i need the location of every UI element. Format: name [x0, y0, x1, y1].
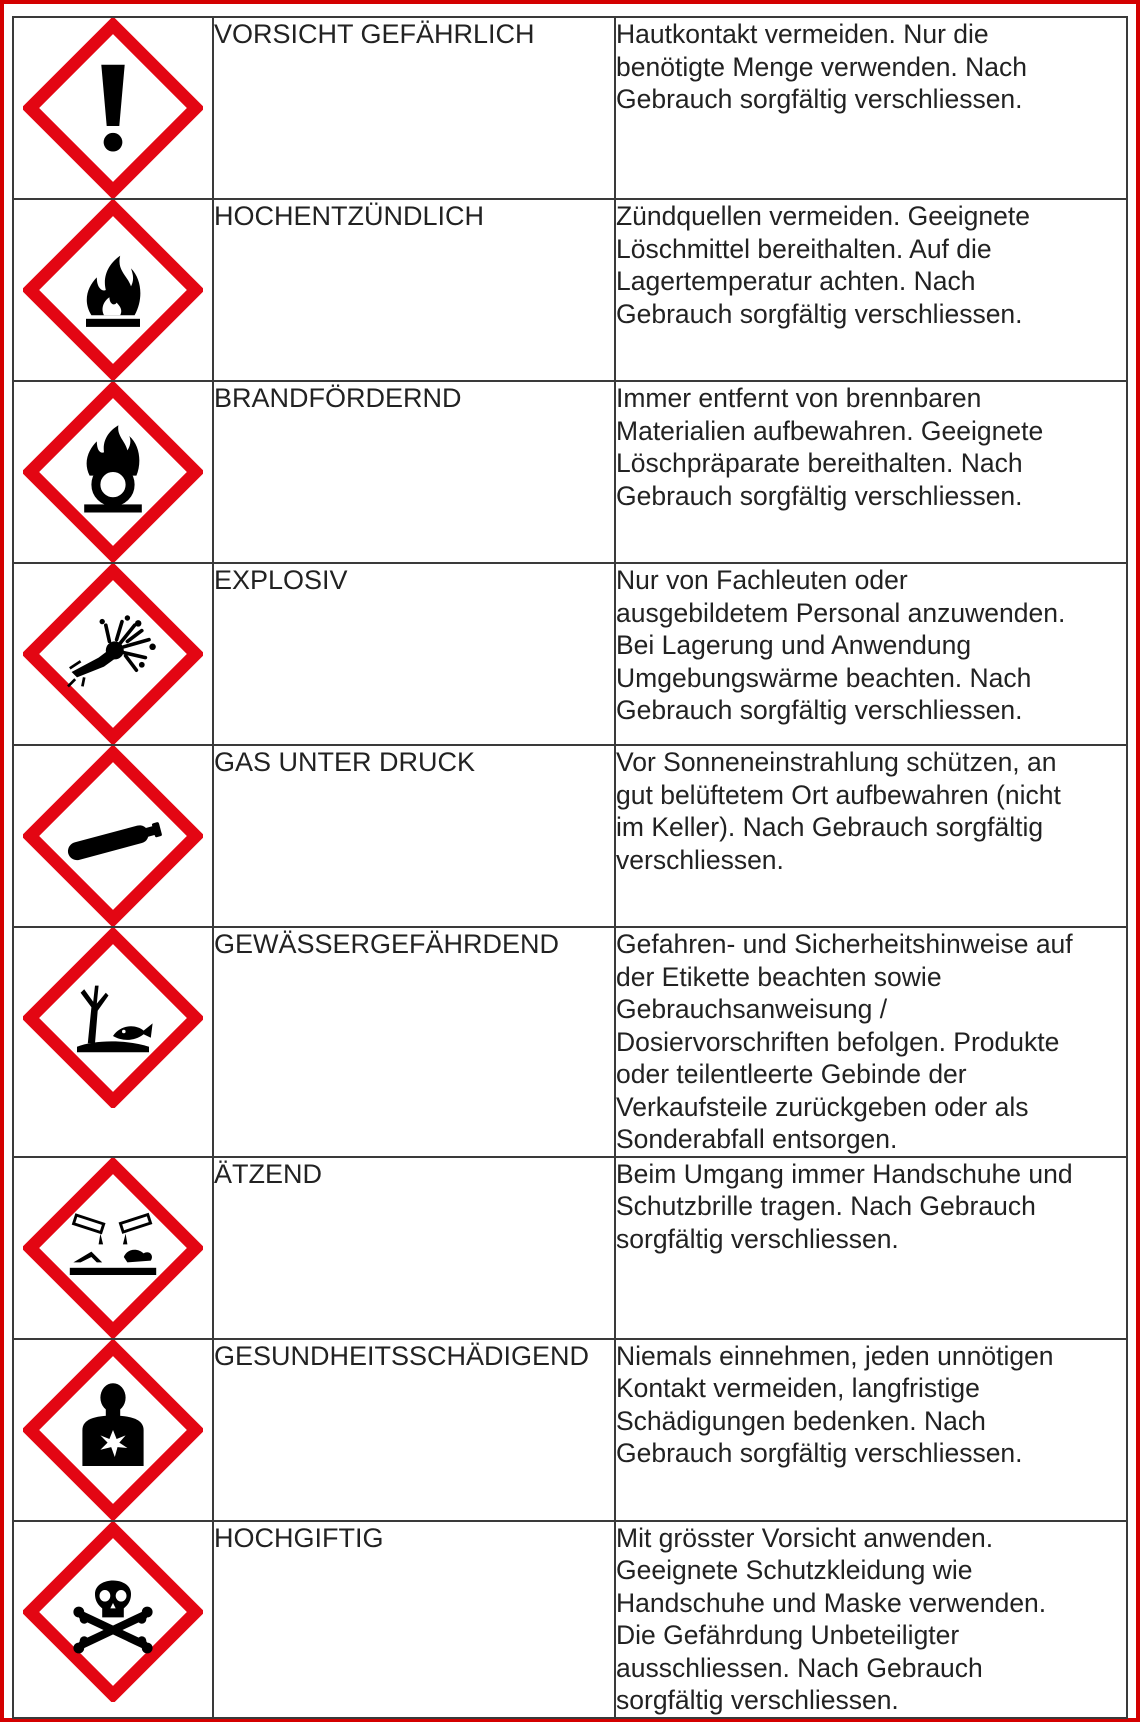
hazard-name-cell	[213, 563, 615, 745]
description-line: Hautkontakt vermeiden. Nur die	[616, 19, 989, 49]
hazard-name-cell	[213, 745, 615, 927]
description-line: Schutzbrille tragen. Nach Gebrauch	[616, 1191, 1036, 1221]
hazard-name-cell	[213, 927, 615, 1157]
description-line: Die Gefährdung Unbeteiligter	[616, 1620, 960, 1650]
hazard-name: GEWÄSSERGEFÄHRDEND	[214, 929, 560, 959]
exploding-bomb-icon	[23, 564, 203, 744]
description-line: Gefahren- und Sicherheitshinweise auf	[616, 929, 1073, 959]
table-row	[13, 17, 1127, 199]
description-line: benötigte Menge verwenden. Nach	[616, 51, 1028, 82]
hazard-description	[616, 928, 1126, 1156]
description-line: oder teilentleerte Gebinde der	[616, 1059, 967, 1089]
description-line: Niemals einnehmen, jeden unnötigen	[616, 1340, 1054, 1371]
pictogram-cell	[13, 381, 213, 563]
description-line: Dosiervorschriften befolgen. Produkte	[616, 1026, 1060, 1057]
hazard-name-cell	[213, 199, 615, 381]
hazard-name: GESUNDHEITSSCHÄDIGEND	[214, 1340, 590, 1371]
table-row	[13, 927, 1127, 1157]
description-line: Löschmittel bereithalten. Auf die	[616, 233, 992, 264]
description-line: ausgebildetem Personal anzuwenden.	[616, 597, 1066, 628]
pictogram-cell	[13, 199, 213, 381]
table-row	[13, 1521, 1127, 1718]
pictogram-cell	[13, 1157, 213, 1339]
health-hazard-icon	[23, 1340, 203, 1520]
hazard-name: VORSICHT GEFÄHRLICH	[214, 19, 535, 49]
description-line: Vor Sonneneinstrahlung schützen, an	[616, 747, 1057, 777]
hazard-description	[616, 18, 1126, 116]
hazard-description-cell	[615, 927, 1127, 1157]
description-line: Gebrauch sorgfältig verschliessen.	[616, 298, 1023, 329]
pictogram-cell	[13, 563, 213, 745]
exclamation-mark-icon	[23, 18, 203, 198]
hazard-description	[616, 1522, 1126, 1717]
hazard-name: HOCHGIFTIG	[214, 1522, 384, 1553]
environment-icon	[23, 928, 203, 1108]
description-line: Mit grösster Vorsicht anwenden.	[616, 1522, 994, 1553]
hazard-description-cell	[615, 199, 1127, 381]
hazard-description	[616, 1158, 1126, 1256]
description-line: Umgebungswärme beachten. Nach	[616, 662, 1032, 693]
corrosion-icon	[23, 1158, 203, 1338]
description-line: Immer entfernt von brennbaren	[616, 383, 982, 413]
hazard-description-cell	[615, 745, 1127, 927]
description-line: Verkaufsteile zurückgeben oder als	[616, 1091, 1029, 1122]
description-line: Sonderabfall entsorgen.	[616, 1124, 898, 1154]
hazard-name-cell	[213, 1339, 615, 1521]
hazard-description-cell	[615, 381, 1127, 563]
description-line: im Keller). Nach Gebrauch sorgfältig	[616, 812, 1044, 842]
description-line: gut belüftetem Ort aufbewahren (nicht	[616, 779, 1061, 810]
hazard-description	[616, 564, 1126, 727]
flame-over-circle-icon	[23, 382, 203, 562]
description-line: Lagertemperatur achten. Nach	[616, 266, 976, 296]
hazard-description-cell	[615, 17, 1127, 199]
description-line: Löschpräparate bereithalten. Nach	[616, 448, 1023, 478]
description-line: Handschuhe und Maske verwenden.	[616, 1587, 1047, 1618]
description-line: Gebrauch sorgfältig verschliessen.	[616, 695, 1023, 725]
description-line: Schädigungen bedenken. Nach	[616, 1405, 986, 1436]
description-line: Kontakt vermeiden, langfristige	[616, 1373, 980, 1403]
pictogram-cell	[13, 1521, 213, 1718]
hazard-description	[616, 746, 1126, 876]
description-line: Geeignete Schutzkleidung wie	[616, 1555, 973, 1585]
hazard-name-cell	[213, 1157, 615, 1339]
hazard-name: BRANDFÖRDERND	[214, 383, 462, 413]
table-row	[13, 563, 1127, 745]
hazard-name: ÄTZEND	[214, 1158, 322, 1189]
flame-icon	[23, 200, 203, 380]
hazard-name-cell	[213, 17, 615, 199]
pictogram-cell	[13, 1339, 213, 1521]
description-line: Gebrauch sorgfältig verschliessen.	[616, 480, 1023, 511]
description-line: Gebrauch sorgfältig verschliessen.	[616, 1438, 1023, 1468]
description-line: Gebrauchsanweisung /	[616, 994, 888, 1024]
hazard-name-cell	[213, 381, 615, 563]
ghs-hazard-table	[12, 16, 1128, 1719]
pictogram-cell	[13, 927, 213, 1157]
pictogram-cell	[13, 745, 213, 927]
hazard-description	[616, 382, 1126, 512]
description-line: Zündquellen vermeiden. Geeignete	[616, 201, 1030, 231]
description-line: sorgfältig verschliessen.	[616, 1223, 899, 1254]
hazard-name-cell	[213, 1521, 615, 1718]
hazard-description-cell	[615, 1339, 1127, 1521]
description-line: Gebrauch sorgfältig verschliessen.	[616, 84, 1023, 114]
hazard-name: EXPLOSIV	[214, 565, 348, 595]
description-line: Materialien aufbewahren. Geeignete	[616, 415, 1044, 446]
table-row	[13, 745, 1127, 927]
table-row	[13, 381, 1127, 563]
hazard-description-cell	[615, 1157, 1127, 1339]
hazard-description	[616, 200, 1126, 330]
description-line: der Etikette beachten sowie	[616, 961, 942, 992]
description-line: Bei Lagerung und Anwendung	[616, 630, 972, 660]
description-line: verschliessen.	[616, 844, 784, 875]
description-line: sorgfältig verschliessen.	[616, 1685, 899, 1715]
gas-cylinder-icon	[23, 746, 203, 926]
skull-crossbones-icon	[23, 1522, 203, 1702]
table-row	[13, 199, 1127, 381]
table-row	[13, 1157, 1127, 1339]
table-row	[13, 1339, 1127, 1521]
description-line: Beim Umgang immer Handschuhe und	[616, 1158, 1073, 1189]
hazard-description-cell	[615, 1521, 1127, 1718]
hazard-description	[616, 1340, 1126, 1470]
hazard-name: HOCHENTZÜNDLICH	[214, 201, 484, 231]
description-line: ausschliessen. Nach Gebrauch	[616, 1652, 983, 1683]
description-line: Nur von Fachleuten oder	[616, 565, 908, 595]
pictogram-cell	[13, 17, 213, 199]
hazard-description-cell	[615, 563, 1127, 745]
hazard-name: GAS UNTER DRUCK	[214, 747, 476, 777]
